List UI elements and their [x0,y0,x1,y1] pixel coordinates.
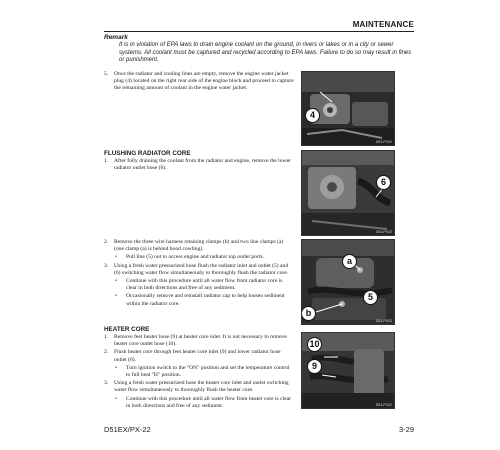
remark-label: Remark [104,34,128,41]
callout-9: 9 [307,359,322,374]
photo-radiator-clamps [301,239,395,325]
callout-b: b [301,306,316,321]
photo-heater-hoses [301,332,395,409]
callout-a: a [342,254,357,269]
bullet-glyph: • [115,293,117,300]
photo-code: D51-PX22 [375,140,392,144]
flushing-step-2-bullet [104,254,294,261]
photo-engine-water-jacket [301,71,395,146]
step-text: Using a fresh water pressurized hose the heater core inlet and outlet switching water flow simultaneously to thoroughly flush the heater core. [114,380,289,394]
page-header-title: MAINTENANCE [352,20,414,29]
photo-lower-radiator-hose [301,150,395,236]
remark-text: It is in violation of EPA laws to drain engine coolant on the ground, in rivers or lakes or in a city or sewer systems. All coolant must be captured and recycled according to EPA laws. Failure to do so may result in fines or punishment. [119,42,412,63]
radiator-photo-graphic [302,151,395,236]
heater-steps-block [104,334,294,411]
bullet-glyph: • [115,395,117,402]
heater-step-3-bullet [104,396,294,410]
bullet-text: Occasionally remove and reinstall radiator cap to help loosen sediment within the radiator core. [126,293,285,307]
bullet-text: Continue with this procedure until all water flow from heater core is clear in both directions and free of any sediment. [126,395,291,409]
heater-step-2 [104,349,294,363]
step-number: 2. [104,349,109,356]
photo-code: D51-PX22 [375,319,392,323]
section-title-heater: HEATER CORE [104,326,150,333]
callout-5: 5 [363,290,378,305]
step-number: 2. [104,239,109,245]
intro-step-block [104,71,294,94]
step-text: Once the radiator and cooling lines are empty, remove the engine water jacket plug (4) located on the right rear side of the engine block and proceed to capture the remaining amount of coolant in the engine water jacket. [114,71,294,92]
bullet-text: Turn ignition switch to the "ON" position and set the temperature control to full heat "H" position. [126,364,290,379]
callout-4: 4 [305,108,320,123]
header-divider [104,31,414,32]
bullet-text: Pull line (5) out to access engine and radiator top outlet ports. [126,254,264,261]
heater-step-2-bullet [104,365,294,379]
flushing-step-2 [104,239,294,253]
flushing-step-3 [104,263,294,277]
callout-6: 6 [376,175,391,190]
bullet-text: Continue with this procedure until all water flow from radiator core is clear in both directions and free of any sediment. [126,278,283,292]
bullet-glyph: • [115,254,117,261]
flushing-step-1 [104,158,294,172]
section-title-flushing: FLUSHING RADIATOR CORE [104,150,191,157]
step-text: Remove feet heater hose (9) at heater core inlet. It is not necessary to remove heater core outlet hose (10). [114,334,287,348]
photo-code: D51-PX22 [375,403,392,407]
step-text: After fully draining the coolant from the radiator and engine, remove the lower radiator outlet hose (6). [114,158,291,172]
step-number: 5. [104,71,109,77]
heater-step-1 [104,334,294,348]
flushing-steps-block [104,239,294,309]
footer-model: D51EX/PX-22 [104,425,151,434]
heater-step-3 [104,380,294,394]
step-number: 3. [104,380,109,387]
step-text: Remove the three wire harness retaining clamps (b) and two line clamps (a) (one clamp (a) is behind hood cowling). [114,239,284,253]
step-number: 1. [104,334,109,340]
step-text: Using a fresh water pressurized hose flush the radiator inlet and outlet (5) and (6) switching water flow simultaneously to thoroughly flush the radiator core. [114,262,289,276]
callout-10: 10 [307,337,322,352]
bullet-glyph: • [115,278,117,285]
photo-code: D51-PX22 [375,230,392,234]
step-number: 1. [104,158,109,164]
flushing-step1-block [104,158,294,173]
flushing-step-3-bullet-1 [104,278,294,292]
step-text: Flush heater core through feet heater core inlet (9) and lower radiator hose outlet (6). [114,349,281,363]
footer-page-number: 3-29 [398,425,414,434]
step-number: 3. [104,262,109,269]
bullet-glyph: • [115,364,117,371]
flushing-step-3-bullet-2 [104,293,294,307]
intro-step-5 [104,71,294,93]
